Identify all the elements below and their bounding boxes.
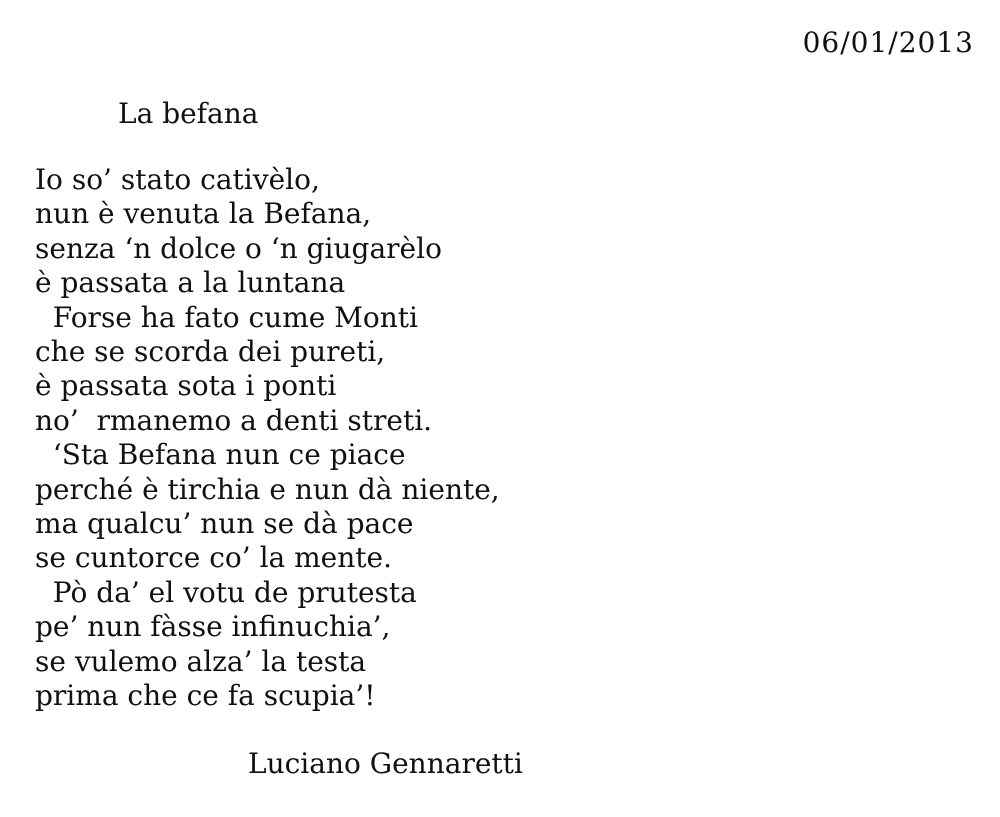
date: 06/01/2013 <box>802 26 974 59</box>
verse-line: prima che ce fa scupia’! <box>35 679 376 713</box>
verse-line: che se scorda dei pureti, <box>35 335 386 369</box>
verse-line: no’ rmanemo a denti streti. <box>35 403 433 437</box>
verse-line: Io so’ stato cativèlo, <box>35 163 320 196</box>
verse-line: è passata sota i ponti <box>35 369 337 403</box>
poem-title: La befana <box>118 97 259 130</box>
verse-line: perché è tirchia e nun dà niente, <box>35 472 500 506</box>
verse-line: senza ‘n dolce o ‘n giugarèlo <box>35 231 442 265</box>
verse-line: ma qualcu’ nun se dà pace <box>35 507 414 541</box>
verse-line: Pò da’ el votu de prutesta <box>35 575 417 609</box>
poem-body <box>35 163 500 714</box>
verse-line: pe’ nun fàsse infinuchia’, <box>35 610 391 644</box>
verse-line: Forse ha fato cume Monti <box>35 300 418 334</box>
author-signature: Luciano Gennaretti <box>248 747 523 780</box>
verse-line: se vulemo alza’ la testa <box>35 644 367 678</box>
verse-line: ‘Sta Befana nun ce piace <box>35 438 406 472</box>
verse-line: è passata a la luntana <box>35 266 346 300</box>
verse-line: nun è venuta la Befana, <box>35 197 372 231</box>
verse-line: se cuntorce co’ la mente. <box>35 541 392 575</box>
